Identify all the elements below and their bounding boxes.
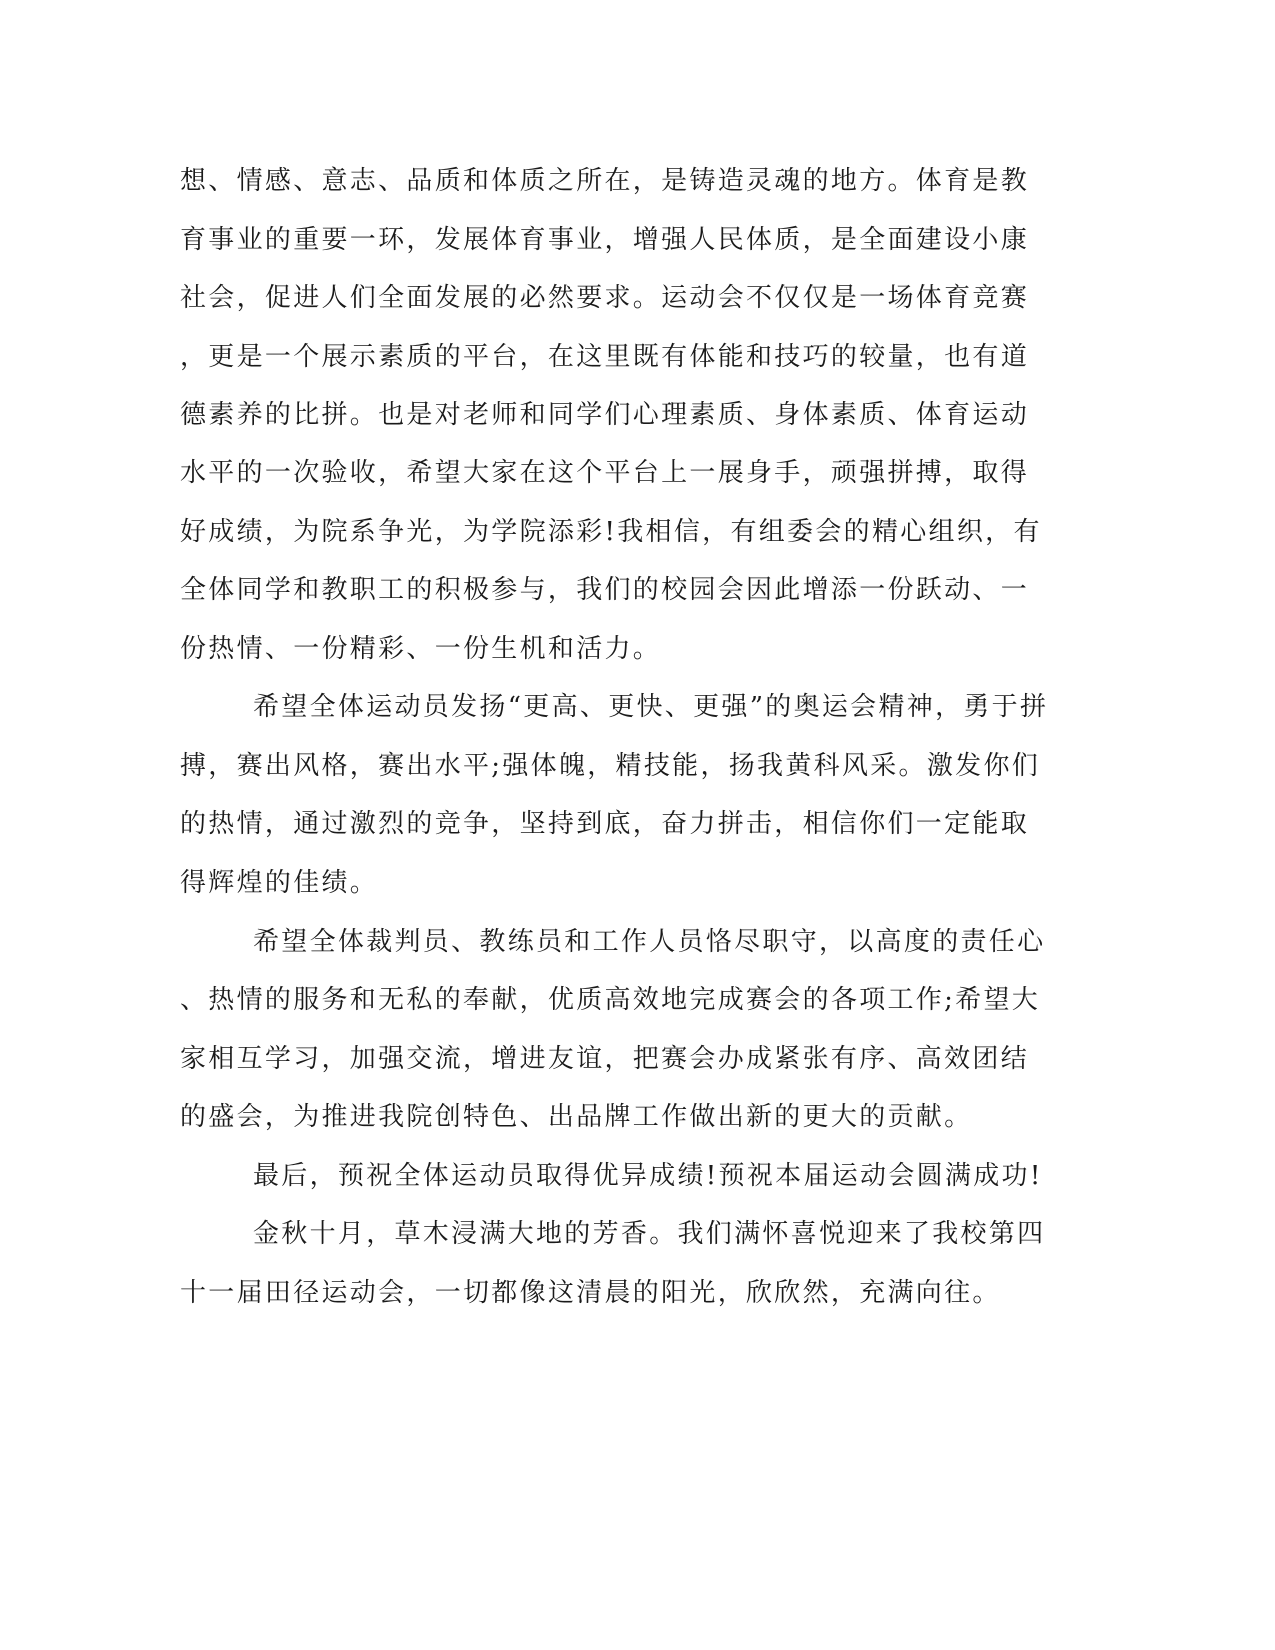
text-line: 德素养的比拼。也是对老师和同学们心理素质、身体素质、体育运动 xyxy=(180,400,1030,430)
text-line: 份热情、一份精彩、一份生机和活力。 xyxy=(180,634,662,664)
text-line: 的盛会，为推进我院创特色、出品牌工作做出新的更大的贡献。 xyxy=(180,1102,973,1132)
text-line: ，更是一个展示素质的平台，在这里既有体能和技巧的较量，也有道 xyxy=(180,342,1030,372)
text-line: 、热情的服务和无私的奉献，优质高效地完成赛会的各项工作;希望大 xyxy=(180,985,1041,1015)
text-line: 十一届田径运动会，一切都像这清晨的阳光，欣欣然，充满向往。 xyxy=(180,1278,1001,1308)
text-line: 全体同学和教职工的积极参与，我们的校园会因此增添一份跃动、一 xyxy=(180,575,1030,605)
paragraph-first-line: 金秋十月，草木浸满大地的芳香。我们满怀喜悦迎来了我校第四 xyxy=(253,1219,1046,1249)
paragraph-first-line: 希望全体运动员发扬“更高、更快、更强”的奥运会精神，勇于拼 xyxy=(253,692,1049,722)
text-line: 想、情感、意志、品质和体质之所在，是铸造灵魂的地方。体育是教 xyxy=(180,166,1030,196)
text-line: 的热情，通过激烈的竞争，坚持到底，奋力拼击，相信你们一定能取 xyxy=(180,809,1030,839)
text-line: 育事业的重要一环，发展体育事业，增强人民体质，是全面建设小康 xyxy=(180,225,1030,255)
text-line: 搏，赛出风格，赛出水平;强体魄，精技能，扬我黄科风采。激发你们 xyxy=(180,751,1041,781)
text-line: 家相互学习，加强交流，增进友谊，把赛会办成紧张有序、高效团结 xyxy=(180,1044,1030,1074)
text-line: 水平的一次验收，希望大家在这个平台上一展身手，顽强拼搏，取得 xyxy=(180,458,1030,488)
paragraph-first-line: 最后，预祝全体运动员取得优异成绩!预祝本届运动会圆满成功! xyxy=(253,1161,1043,1191)
paragraph-first-line: 希望全体裁判员、教练员和工作人员恪尽职守，以高度的责任心 xyxy=(253,927,1046,957)
text-line: 得辉煌的佳绩。 xyxy=(180,868,379,898)
text-line: 好成绩，为院系争光，为学院添彩!我相信，有组委会的精心组织，有 xyxy=(180,517,1042,547)
text-line: 社会，促进人们全面发展的必然要求。运动会不仅仅是一场体育竞赛 xyxy=(180,283,1030,313)
